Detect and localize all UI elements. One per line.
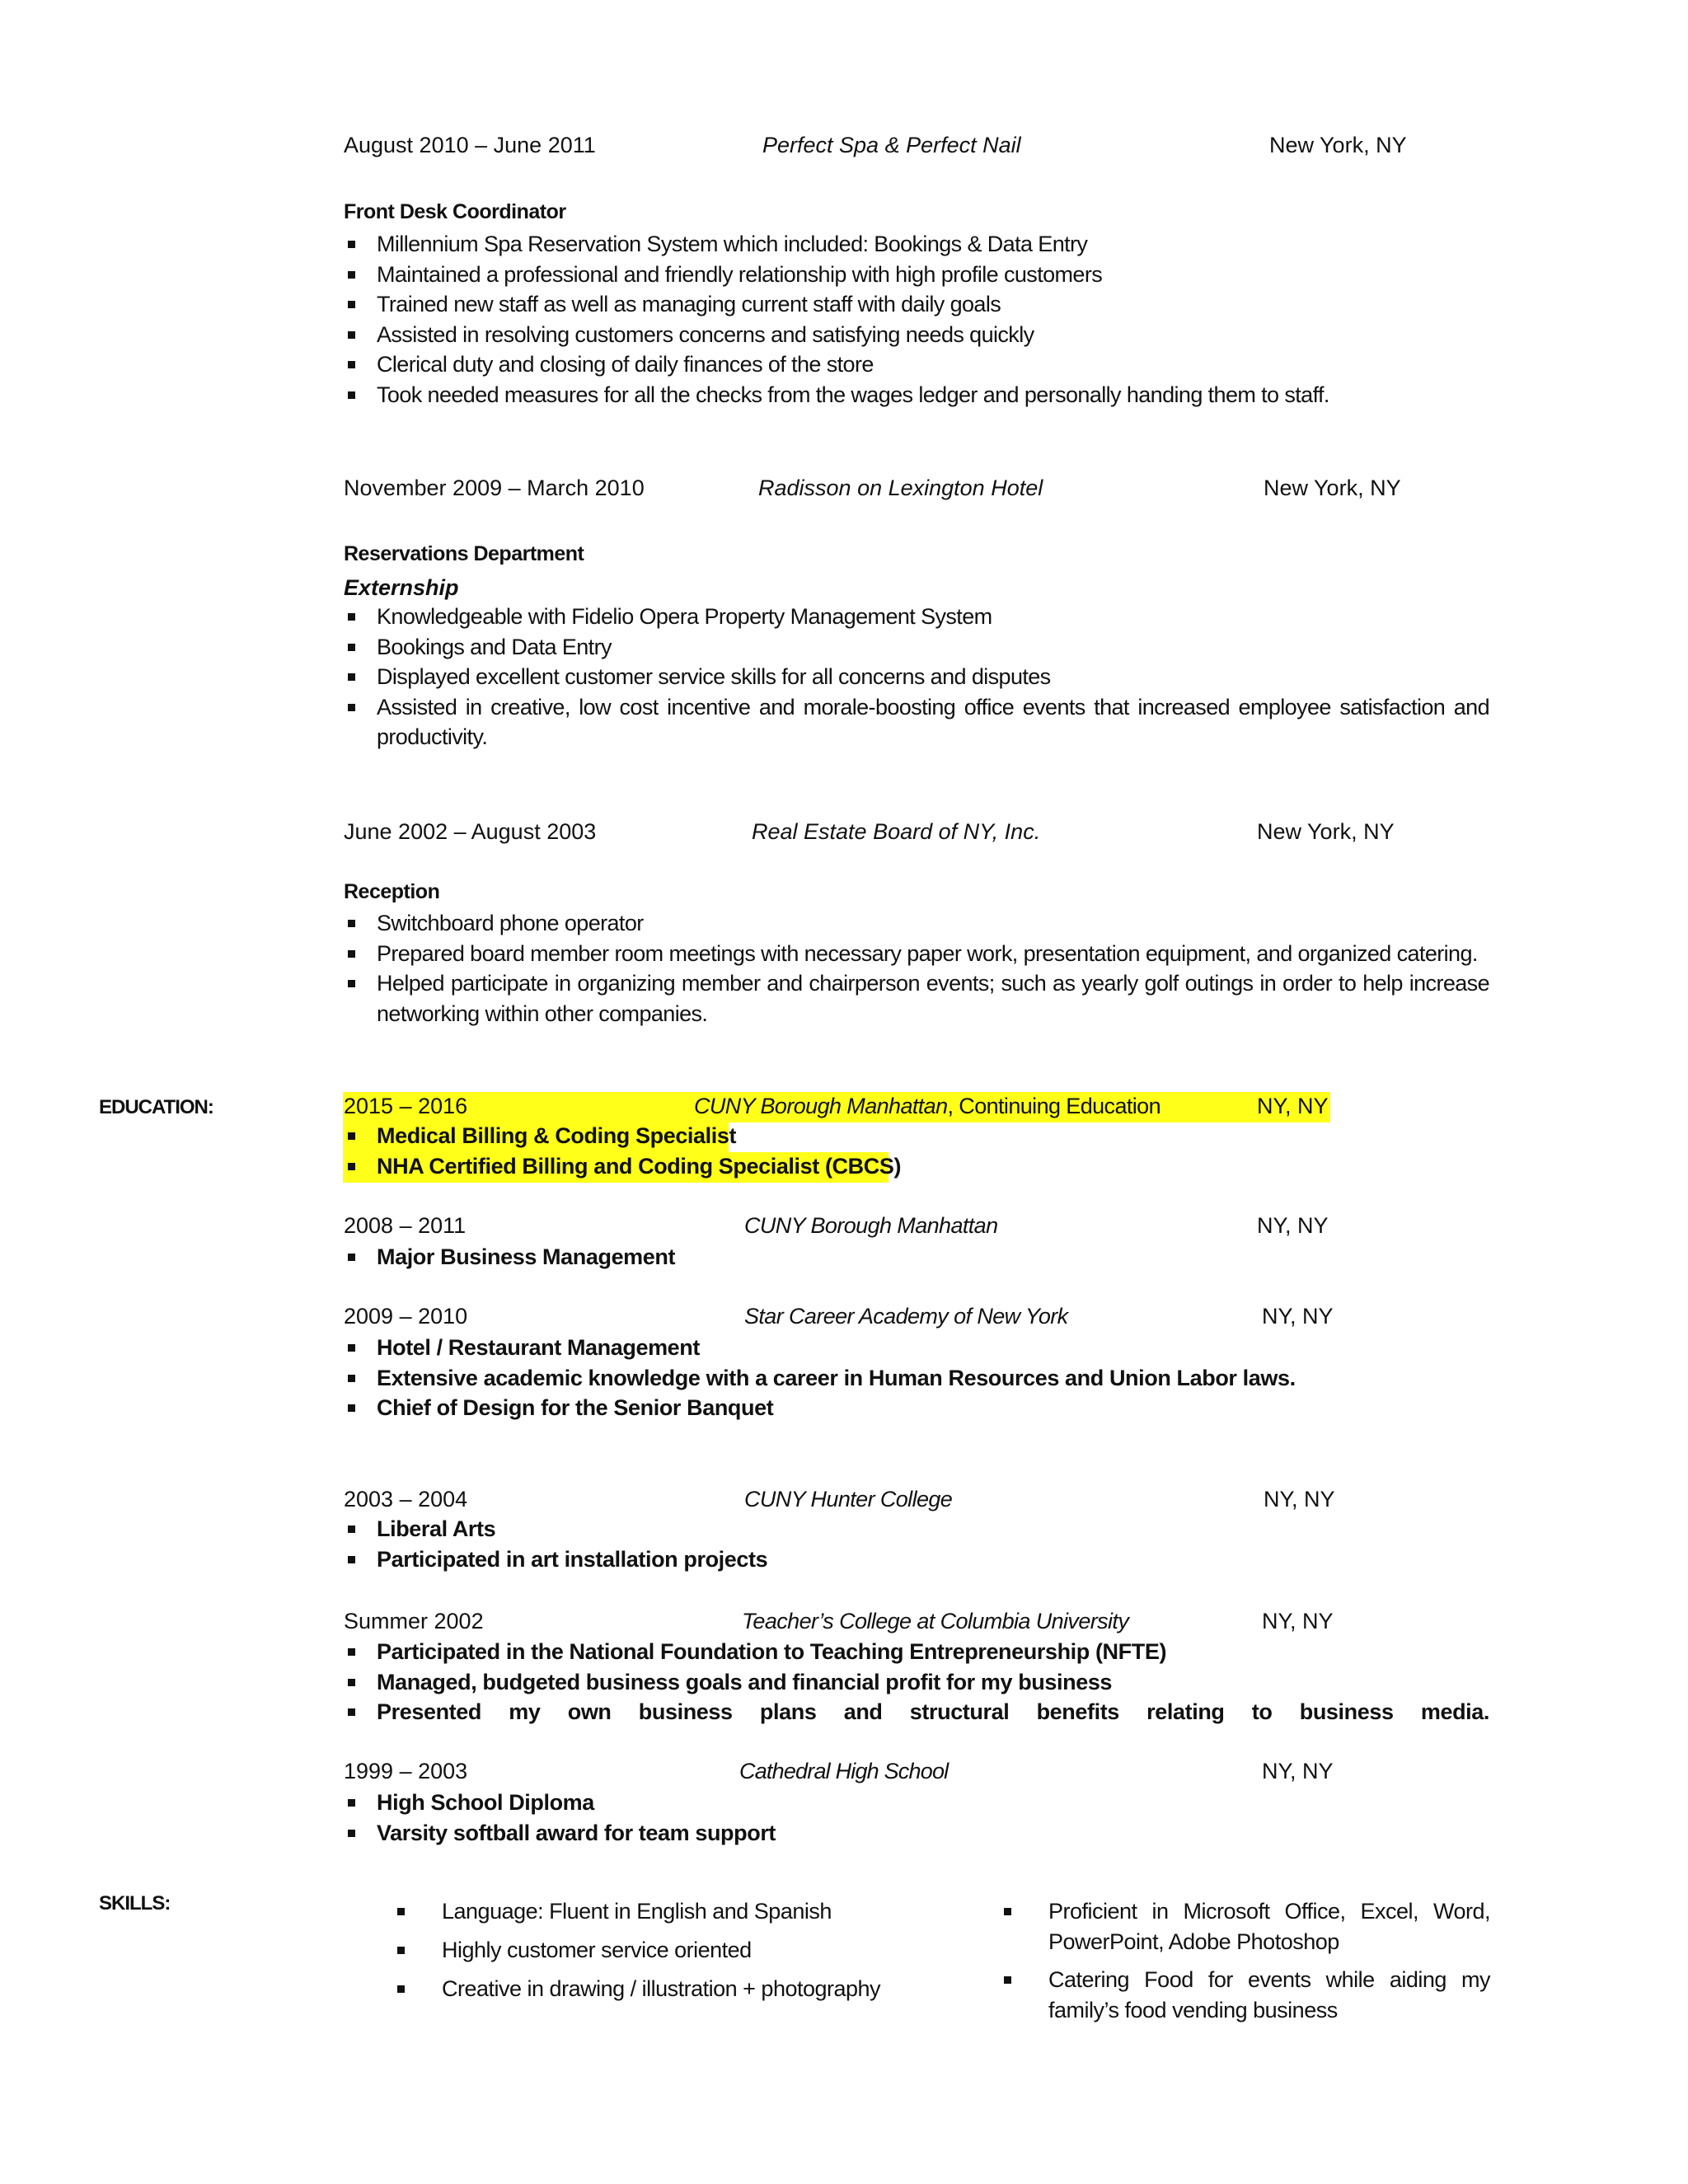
list-item: Trained new staff as well as managing current staff with daily goals: [344, 289, 1489, 320]
job-employer: Real Estate Board of NY, Inc.: [752, 819, 1041, 844]
edu-dates: Summer 2002: [344, 1609, 484, 1633]
job-bullets: [344, 229, 1489, 410]
list-item: Participated in art installation projects: [344, 1544, 1489, 1575]
edu-dates: 2015 – 2016: [344, 1094, 468, 1118]
job-dates: August 2010 – June 2011: [344, 133, 596, 157]
skills-heading: SKILLS:: [99, 1892, 171, 1915]
list-item: Presented my own business plans and structural benefits relating to business media.: [344, 1697, 1489, 1727]
list-item: Bookings and Data Entry: [344, 632, 1489, 663]
edu-dates: 2003 – 2004: [344, 1487, 468, 1511]
list-item: Assisted in creative, low cost incentive and morale-boosting office events that increased employee satisfaction and productivity.: [344, 692, 1489, 752]
edu-school: CUNY Hunter College: [744, 1487, 953, 1511]
list-item: Managed, budgeted business goals and financial profit for my business: [344, 1667, 1489, 1698]
job-bullets: [344, 908, 1489, 1029]
edu-dates: 1999 – 2003: [344, 1759, 468, 1783]
job-location: New York, NY: [1257, 819, 1395, 844]
list-item: Proficient in Microsoft Office, Excel, Word, PowerPoint, Adobe Photoshop: [1001, 1896, 1490, 1957]
list-item: Displayed excellent customer service skills for all concerns and disputes: [344, 662, 1489, 692]
list-item: Catering Food for events while aiding my family’s food vending business: [1001, 1965, 1490, 2026]
list-item: Helped participate in organizing member and chairperson events; such as yearly golf outings in order to help increase networking within other companies.: [344, 968, 1489, 1029]
list-item: Switchboard phone operator: [344, 908, 1489, 939]
edu-location: NY, NY: [1262, 1304, 1334, 1329]
list-item: Medical Billing & Coding Specialist: [344, 1121, 1489, 1151]
list-item: NHA Certified Billing and Coding Specialist (CBCS): [344, 1151, 1489, 1182]
list-item: Creative in drawing / illustration + photography: [394, 1974, 921, 2004]
job-dates: November 2009 – March 2010: [344, 476, 645, 500]
list-item: Highly customer service oriented: [394, 1935, 921, 1965]
list-item: Knowledgeable with Fidelio Opera Property Management System: [344, 602, 1489, 632]
edu-dates: 2008 – 2011: [344, 1213, 467, 1238]
edu-location: NY, NY: [1257, 1213, 1329, 1238]
job-location: New York, NY: [1269, 133, 1407, 157]
edu-bullets: [344, 1333, 1489, 1423]
edu-bullets: [344, 1121, 1489, 1181]
job-bullets: [344, 602, 1489, 752]
list-item: Hotel / Restaurant Management: [344, 1333, 1489, 1363]
job-title: Front Desk Coordinator: [344, 200, 566, 223]
job-title: Reception: [344, 880, 440, 903]
edu-bullets: [344, 1788, 1489, 1848]
job-employer: Radisson on Lexington Hotel: [758, 476, 1043, 500]
job-title: Reservations Department: [344, 542, 584, 565]
list-item: Language: Fluent in English and Spanish: [394, 1896, 921, 1926]
list-item: Took needed measures for all the checks from the wages ledger and personally handing them to staff.: [344, 380, 1489, 410]
edu-bullets: [344, 1514, 1489, 1574]
list-item: Participated in the National Foundation to Teaching Entrepreneurship (NFTE): [344, 1637, 1489, 1667]
edu-location: NY, NY: [1262, 1609, 1334, 1633]
list-item: Chief of Design for the Senior Banquet: [344, 1393, 1489, 1423]
edu-school: Teacher’s College at Columbia University: [742, 1609, 1129, 1633]
job-location: New York, NY: [1264, 476, 1401, 500]
edu-bullets: [344, 1242, 1489, 1272]
edu-location: NY, NY: [1262, 1759, 1334, 1783]
list-item: Liberal Arts: [344, 1514, 1489, 1544]
list-item: Assisted in resolving customers concerns and satisfying needs quickly: [344, 320, 1489, 350]
list-item: Extensive academic knowledge with a career in Human Resources and Union Labor laws.: [344, 1363, 1489, 1394]
job-dates: June 2002 – August 2003: [344, 819, 597, 844]
edu-bullets: [344, 1637, 1489, 1727]
edu-location: NY, NY: [1264, 1487, 1335, 1511]
edu-school: [694, 1094, 1160, 1119]
edu-school: Cathedral High School: [739, 1759, 949, 1783]
edu-school: CUNY Borough Manhattan: [744, 1213, 998, 1238]
edu-school: Star Career Academy of New York: [744, 1304, 1068, 1329]
edu-school-name: CUNY Borough Manhattan: [694, 1094, 948, 1118]
edu-location: NY, NY: [1257, 1094, 1329, 1118]
list-item: High School Diploma: [344, 1788, 1489, 1818]
edu-dates: 2009 – 2010: [344, 1304, 468, 1329]
skills-left-list: [394, 1896, 921, 2004]
list-item: Varsity softball award for team support: [344, 1818, 1489, 1849]
skills-right-list: [1001, 1896, 1490, 2026]
edu-school-extra: , Continuing Education: [947, 1094, 1160, 1118]
list-item: Maintained a professional and friendly relationship with high profile customers: [344, 260, 1489, 290]
list-item: Clerical duty and closing of daily finances of the store: [344, 349, 1489, 380]
list-item: Millennium Spa Reservation System which included: Bookings & Data Entry: [344, 229, 1489, 260]
job-subtitle: Externship: [344, 575, 459, 600]
list-item: Prepared board member room meetings with necessary paper work, presentation equipment, and organized catering.: [344, 939, 1489, 969]
education-heading: EDUCATION:: [99, 1096, 213, 1118]
list-item: Major Business Management: [344, 1242, 1489, 1272]
job-employer: Perfect Spa & Perfect Nail: [762, 133, 1021, 157]
